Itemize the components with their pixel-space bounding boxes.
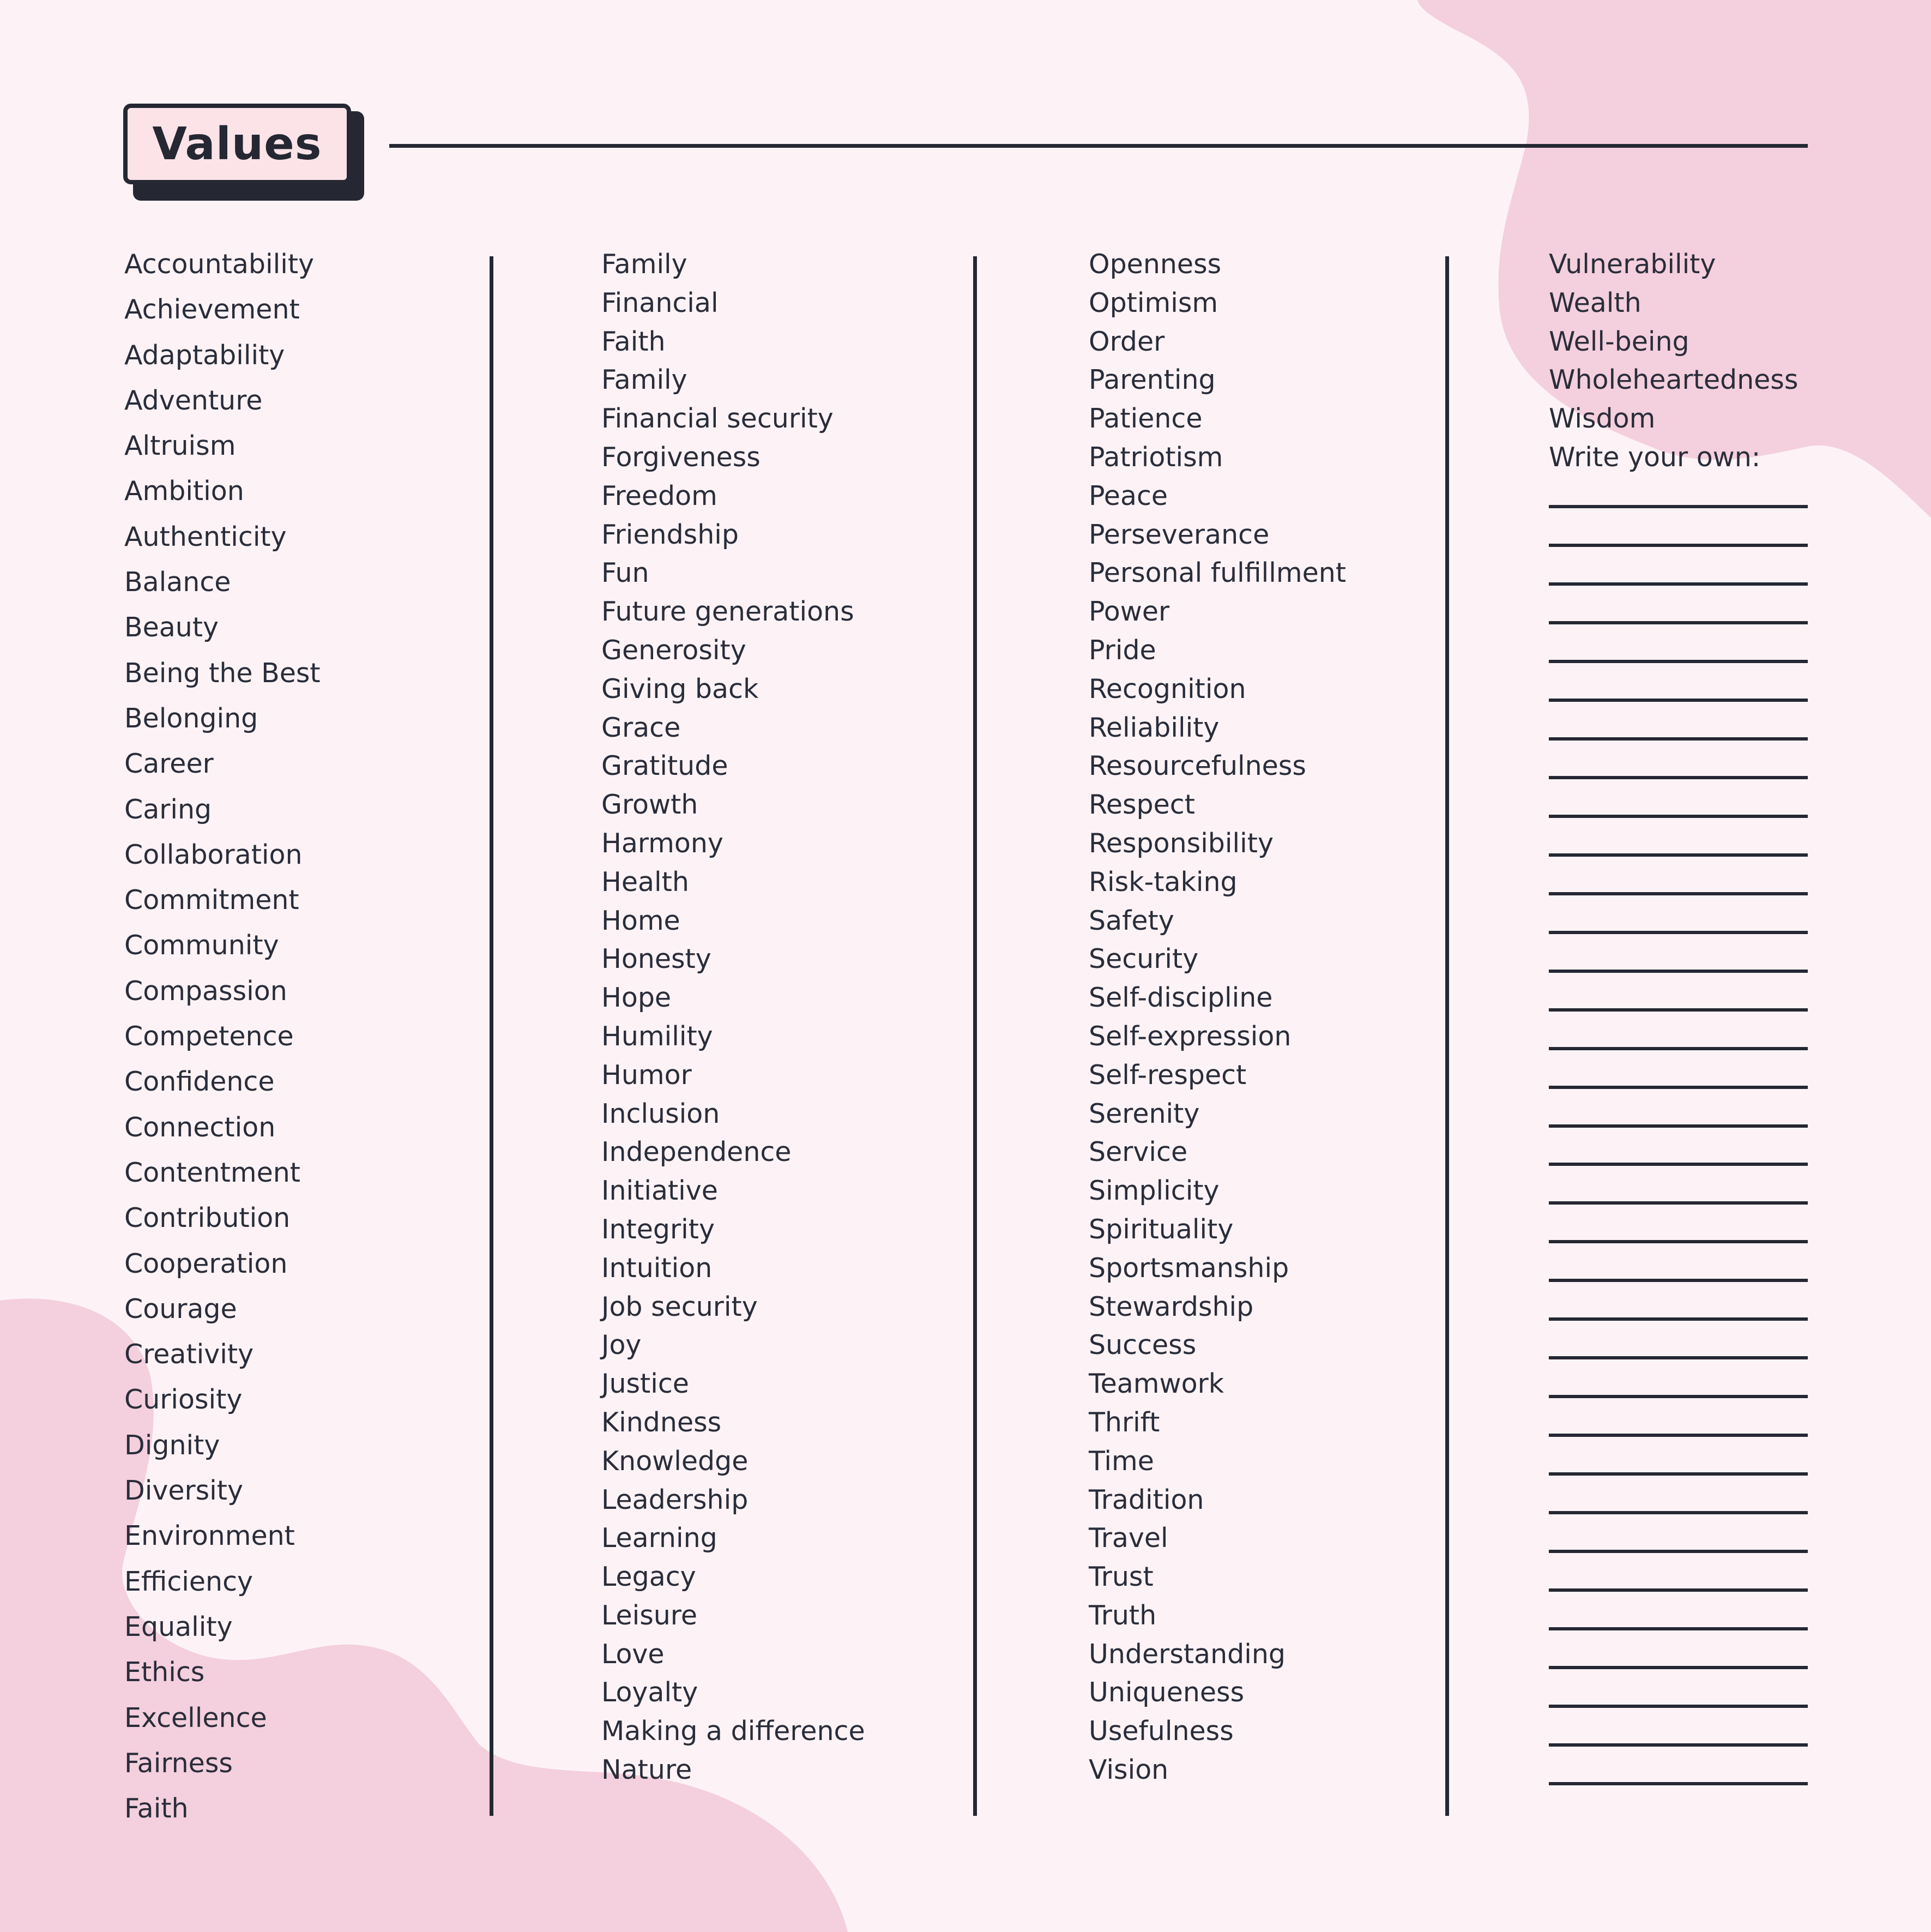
value-item: Self-respect [1089, 1059, 1247, 1091]
write-in-line[interactable] [1549, 1201, 1808, 1205]
write-in-line[interactable] [1549, 1240, 1808, 1243]
write-your-own-label: Write your own: [1549, 441, 1761, 473]
value-item: Understanding [1089, 1638, 1286, 1670]
write-in-line[interactable] [1549, 815, 1808, 818]
value-item: Vision [1089, 1754, 1169, 1786]
value-item: Freedom [601, 480, 717, 511]
value-item: Well-being [1549, 326, 1689, 357]
value-item: Humor [601, 1059, 692, 1091]
write-in-line[interactable] [1549, 1588, 1808, 1592]
column-divider [973, 256, 977, 1816]
value-item: Joy [601, 1329, 642, 1361]
value-item: Community [124, 930, 279, 961]
write-in-line[interactable] [1549, 970, 1808, 973]
value-item: Self-discipline [1089, 982, 1273, 1014]
value-item: Inclusion [601, 1098, 720, 1129]
write-your-own-lines [1549, 0, 1808, 1932]
value-item: Giving back [601, 673, 759, 705]
write-in-line[interactable] [1549, 1434, 1808, 1437]
value-item: Security [1089, 943, 1199, 975]
value-item: Harmony [601, 827, 723, 859]
value-item: Responsibility [1089, 827, 1274, 859]
value-item: Curiosity [124, 1384, 243, 1416]
value-item: Forgiveness [601, 441, 761, 473]
value-item: Beauty [124, 612, 219, 643]
value-item: Time [1089, 1445, 1154, 1477]
write-in-line[interactable] [1549, 853, 1808, 857]
write-in-line[interactable] [1549, 1782, 1808, 1785]
write-in-line[interactable] [1549, 621, 1808, 624]
value-item: Financial [601, 287, 719, 318]
value-item: Collaboration [124, 839, 303, 870]
value-item: Safety [1089, 905, 1174, 936]
value-item: Faith [601, 326, 666, 357]
value-item: Confidence [124, 1066, 275, 1098]
value-item: Wholeheartedness [1549, 364, 1799, 396]
value-item: Grace [601, 712, 681, 743]
value-item: Travel [1089, 1522, 1168, 1554]
write-in-line[interactable] [1549, 1356, 1808, 1359]
value-item: Growth [601, 789, 698, 821]
value-item: Resourcefulness [1089, 750, 1306, 782]
value-item: Sportsmanship [1089, 1252, 1289, 1284]
value-item: Cooperation [124, 1248, 288, 1279]
write-in-line[interactable] [1549, 1395, 1808, 1398]
value-item: Connection [124, 1111, 276, 1143]
value-item: Friendship [601, 519, 739, 550]
page-title: Values [152, 118, 322, 170]
write-in-line[interactable] [1549, 1008, 1808, 1012]
value-item: Trust [1089, 1561, 1154, 1593]
value-item: Tradition [1089, 1484, 1204, 1515]
value-item: Job security [601, 1291, 758, 1322]
value-item: Simplicity [1089, 1175, 1220, 1207]
title-badge [123, 104, 351, 184]
value-item: Perseverance [1089, 519, 1270, 550]
value-item: Hope [601, 982, 672, 1014]
write-in-line[interactable] [1549, 776, 1808, 779]
value-item: Faith [124, 1793, 189, 1825]
value-item: Belonging [124, 702, 258, 734]
values-column-1 [124, 251, 321, 1840]
value-item: Compassion [124, 975, 287, 1007]
value-item: Stewardship [1089, 1291, 1254, 1322]
write-in-line[interactable] [1549, 1743, 1808, 1747]
value-item: Order [1089, 326, 1165, 357]
value-item: Adventure [124, 384, 263, 416]
value-item: Openness [1089, 249, 1222, 280]
value-item: Caring [124, 793, 212, 825]
value-item: Recognition [1089, 673, 1246, 705]
value-item: Intuition [601, 1252, 713, 1284]
write-in-line[interactable] [1549, 1550, 1808, 1553]
value-item: Balance [124, 567, 231, 598]
value-item: Contribution [124, 1202, 291, 1234]
write-in-line[interactable] [1549, 1163, 1808, 1166]
write-in-line[interactable] [1549, 1666, 1808, 1669]
value-item: Career [124, 748, 214, 780]
value-item: Gratitude [601, 750, 728, 782]
write-in-line[interactable] [1549, 699, 1808, 702]
value-item: Respect [1089, 789, 1195, 821]
value-item: Honesty [601, 943, 711, 975]
column-divider [490, 256, 493, 1816]
value-item: Accountability [124, 249, 315, 280]
write-in-line[interactable] [1549, 1705, 1808, 1708]
value-item: Ethics [124, 1657, 205, 1688]
value-item: Risk-taking [1089, 866, 1238, 898]
value-item: Vulnerability [1549, 249, 1716, 280]
write-in-line[interactable] [1549, 737, 1808, 741]
value-item: Leisure [601, 1599, 697, 1631]
write-in-line[interactable] [1549, 544, 1808, 547]
write-in-line[interactable] [1549, 931, 1808, 934]
value-item: Parenting [1089, 364, 1216, 396]
value-item: Integrity [601, 1213, 715, 1245]
value-item: Loyalty [601, 1677, 698, 1708]
value-item: Patience [1089, 403, 1203, 435]
value-item: Commitment [124, 884, 299, 916]
value-item: Courage [124, 1293, 237, 1325]
value-item: Wealth [1549, 287, 1642, 318]
value-item: Financial security [601, 403, 834, 435]
value-item: Fairness [124, 1747, 233, 1779]
value-item: Generosity [601, 634, 746, 666]
value-item: Justice [601, 1368, 689, 1400]
write-in-line[interactable] [1549, 892, 1808, 895]
value-item: Reliability [1089, 712, 1220, 743]
value-item: Success [1089, 1329, 1197, 1361]
value-item: Service [1089, 1136, 1188, 1168]
write-in-line[interactable] [1549, 1124, 1808, 1128]
write-in-line[interactable] [1549, 582, 1808, 586]
value-item: Home [601, 905, 680, 936]
column-divider [1445, 256, 1449, 1816]
value-item: Authenticity [124, 521, 287, 552]
value-item: Ambition [124, 476, 244, 507]
value-item: Personal fulfillment [1089, 557, 1347, 589]
value-item: Initiative [601, 1175, 718, 1207]
value-item: Being the Best [124, 657, 321, 689]
write-in-line[interactable] [1549, 660, 1808, 663]
value-item: Leadership [601, 1484, 749, 1515]
value-item: Altruism [124, 430, 236, 462]
value-item: Pride [1089, 634, 1156, 666]
value-item: Serenity [1089, 1098, 1200, 1129]
value-item: Patriotism [1089, 441, 1223, 473]
value-item: Adaptability [124, 339, 285, 371]
value-item: Independence [601, 1136, 792, 1168]
value-item: Teamwork [1089, 1368, 1224, 1400]
value-item: Optimism [1089, 287, 1218, 318]
value-item: Spirituality [1089, 1213, 1234, 1245]
value-item: Learning [601, 1522, 717, 1554]
value-item: Equality [124, 1611, 233, 1642]
write-in-line[interactable] [1549, 1317, 1808, 1321]
value-item: Creativity [124, 1339, 254, 1370]
value-item: Self-expression [1089, 1020, 1292, 1052]
value-item: Usefulness [1089, 1716, 1234, 1747]
value-item: Dignity [124, 1429, 220, 1461]
value-item: Health [601, 866, 689, 898]
value-item: Nature [601, 1754, 692, 1786]
value-item: Wisdom [1549, 403, 1656, 435]
value-item: Kindness [601, 1406, 722, 1438]
value-item: Love [601, 1638, 665, 1670]
value-item: Future generations [601, 596, 854, 628]
value-item: Family [601, 249, 687, 280]
value-item: Contentment [124, 1157, 301, 1188]
write-in-line[interactable] [1549, 505, 1808, 508]
write-in-line[interactable] [1549, 1472, 1808, 1476]
write-in-line[interactable] [1549, 1086, 1808, 1089]
write-in-line[interactable] [1549, 1047, 1808, 1050]
value-item: Thrift [1089, 1406, 1160, 1438]
value-item: Family [601, 364, 687, 396]
value-item: Achievement [124, 294, 300, 326]
value-item: Legacy [601, 1561, 696, 1593]
value-item: Truth [1089, 1599, 1157, 1631]
value-item: Efficiency [124, 1566, 254, 1597]
value-item: Diversity [124, 1475, 243, 1507]
value-item: Peace [1089, 480, 1168, 511]
value-item: Making a difference [601, 1716, 865, 1747]
value-item: Power [1089, 596, 1170, 628]
value-item: Competence [124, 1021, 294, 1052]
write-in-line[interactable] [1549, 1627, 1808, 1630]
values-column-3 [1089, 251, 1346, 1795]
value-item: Humility [601, 1020, 713, 1052]
value-item: Knowledge [601, 1445, 749, 1477]
values-column-2 [601, 251, 865, 1795]
value-item: Excellence [124, 1702, 267, 1734]
value-item: Uniqueness [1089, 1677, 1245, 1708]
value-item: Environment [124, 1520, 295, 1552]
write-in-line[interactable] [1549, 1279, 1808, 1282]
write-in-line[interactable] [1549, 1511, 1808, 1514]
value-item: Fun [601, 557, 649, 589]
